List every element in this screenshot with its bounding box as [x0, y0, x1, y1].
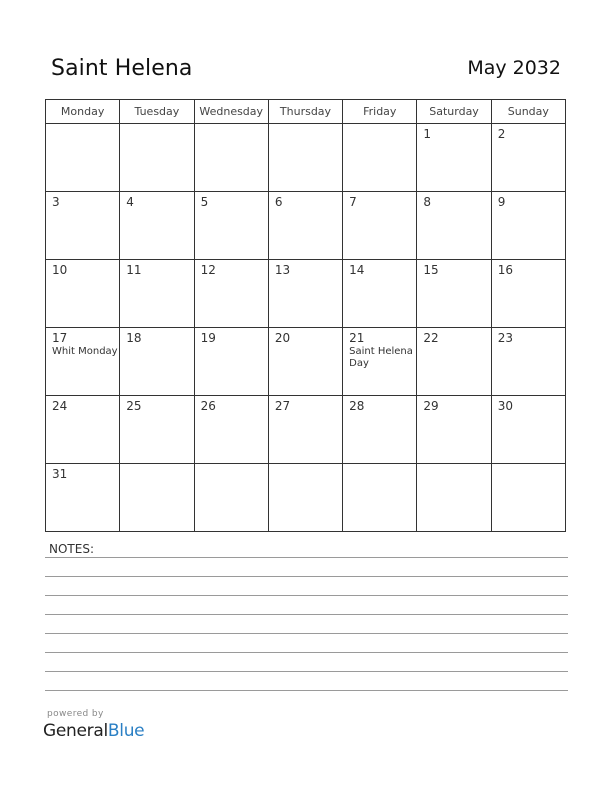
holiday-label: Whit Monday — [52, 346, 118, 357]
day-number: 23 — [497, 331, 513, 345]
day-cell — [491, 124, 565, 192]
day-cell — [491, 464, 565, 532]
day-number: 20 — [274, 331, 291, 345]
day-number: 31 — [52, 467, 68, 481]
day-cell — [46, 192, 120, 260]
day-cell — [194, 260, 268, 328]
weekday-header-row — [46, 100, 566, 124]
day-cell — [120, 328, 194, 396]
day-number: 28 — [349, 399, 365, 413]
day-cell — [268, 328, 342, 396]
day-number: 19 — [200, 331, 216, 345]
day-cell — [268, 192, 342, 260]
day-cell — [46, 124, 120, 192]
day-cell — [343, 124, 417, 192]
note-line — [45, 671, 568, 672]
day-number: 14 — [349, 263, 365, 277]
day-number: 30 — [497, 399, 513, 413]
day-cell — [417, 396, 491, 464]
day-number: 2 — [497, 127, 506, 141]
weekday-tuesday: Tuesday — [120, 100, 194, 124]
week-row — [46, 124, 566, 192]
day-cell — [417, 192, 491, 260]
day-cell — [46, 260, 120, 328]
week-row — [46, 192, 566, 260]
day-cell — [46, 328, 120, 396]
note-line — [45, 652, 568, 653]
weekday-sunday: Sunday — [491, 100, 565, 124]
holiday-label: Saint Helena Day — [349, 346, 413, 369]
day-cell — [343, 328, 417, 396]
note-line — [45, 595, 568, 596]
day-number: 12 — [200, 263, 216, 277]
logo-blue: Blue — [107, 721, 145, 741]
day-number: 7 — [349, 195, 357, 209]
note-line — [45, 633, 568, 634]
day-cell — [120, 260, 194, 328]
day-number: 22 — [423, 331, 439, 345]
day-cell — [343, 260, 417, 328]
generalblue-logo — [43, 721, 144, 741]
day-cell — [417, 124, 491, 192]
day-number: 26 — [200, 399, 216, 413]
notes-label: NOTES: — [49, 542, 94, 556]
day-cell — [417, 260, 491, 328]
note-line — [45, 614, 568, 615]
day-number: 5 — [200, 195, 209, 209]
day-number: 29 — [423, 399, 439, 413]
day-cell — [417, 464, 491, 532]
day-number: 24 — [52, 399, 68, 413]
note-line — [45, 557, 568, 558]
weekday-thursday: Thursday — [268, 100, 342, 124]
day-number: 9 — [497, 195, 506, 209]
day-cell — [268, 260, 342, 328]
day-cell — [268, 124, 342, 192]
weekday-saturday: Saturday — [417, 100, 491, 124]
logo-general: General — [43, 721, 108, 741]
note-line — [45, 690, 568, 691]
day-cell — [120, 396, 194, 464]
day-cell — [194, 124, 268, 192]
day-cell — [491, 396, 565, 464]
day-number: 3 — [52, 195, 60, 209]
day-cell — [194, 396, 268, 464]
note-line — [45, 576, 568, 577]
day-number: 11 — [126, 263, 142, 277]
day-cell — [46, 396, 120, 464]
day-cell — [491, 260, 565, 328]
day-cell — [343, 396, 417, 464]
day-cell — [194, 328, 268, 396]
day-number: 21 — [349, 331, 365, 345]
day-number: 13 — [274, 263, 291, 277]
day-cell — [46, 464, 120, 532]
week-row — [46, 260, 566, 328]
weekday-friday: Friday — [343, 100, 417, 124]
day-cell — [491, 192, 565, 260]
day-cell — [194, 192, 268, 260]
powered-by-text: powered by — [47, 709, 104, 719]
day-number: 27 — [274, 399, 291, 413]
day-cell — [343, 192, 417, 260]
day-number: 18 — [126, 331, 142, 345]
week-row — [46, 464, 566, 532]
day-number: 25 — [126, 399, 142, 413]
day-number: 17 — [52, 331, 68, 345]
day-number: 10 — [52, 263, 68, 277]
day-cell — [120, 124, 194, 192]
calendar-title: Saint Helena — [51, 56, 193, 81]
day-cell — [491, 328, 565, 396]
weekday-wednesday: Wednesday — [194, 100, 268, 124]
day-cell — [343, 464, 417, 532]
weekday-monday: Monday — [46, 100, 120, 124]
day-number: 8 — [423, 195, 432, 209]
day-number: 4 — [126, 195, 134, 209]
week-row — [46, 396, 566, 464]
day-cell — [268, 396, 342, 464]
day-number: 1 — [423, 127, 432, 141]
month-year-label: May 2032 — [467, 57, 561, 79]
calendar-grid — [45, 99, 566, 532]
day-cell — [268, 464, 342, 532]
week-row — [46, 328, 566, 396]
day-cell — [194, 464, 268, 532]
day-cell — [120, 192, 194, 260]
day-number: 16 — [497, 263, 513, 277]
day-number: 6 — [274, 195, 283, 209]
day-cell — [120, 464, 194, 532]
day-number: 15 — [423, 263, 439, 277]
day-cell — [417, 328, 491, 396]
